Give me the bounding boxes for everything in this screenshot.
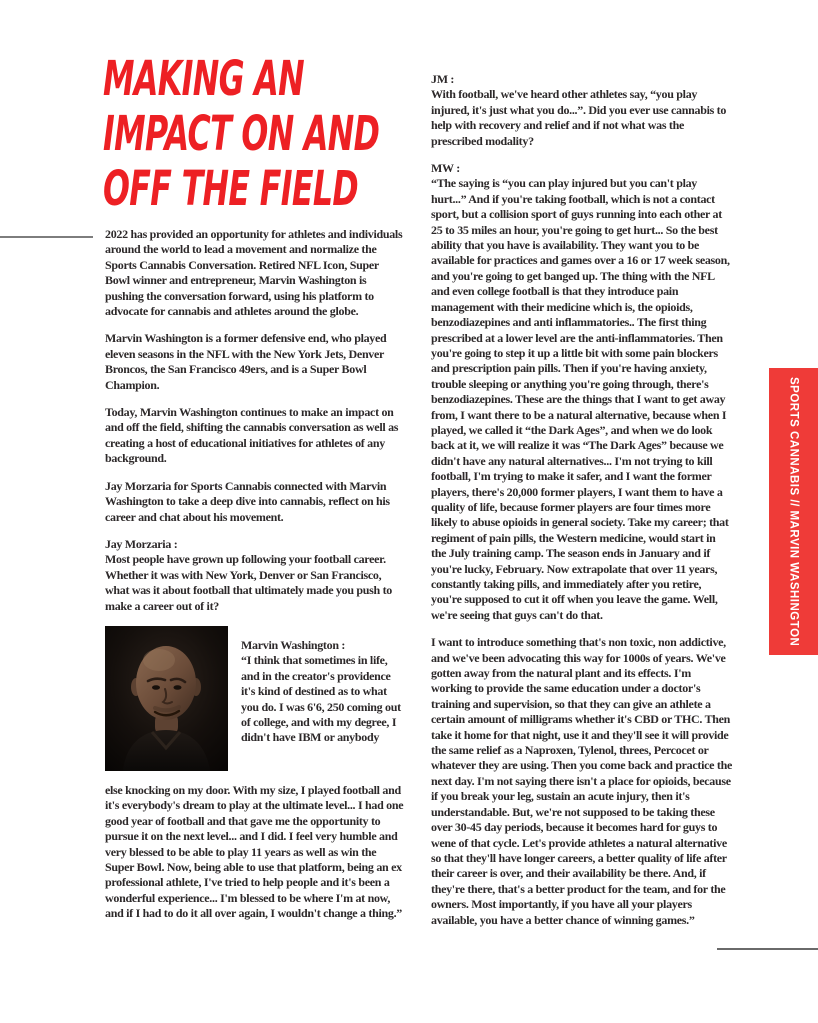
interviewer-label: Jay Morzaria : [105, 536, 178, 551]
headline-line-3: OFF THE FIELD [103, 161, 359, 217]
mw-speaker-label: Marvin Washington : [241, 637, 346, 652]
headline-line-2: IMPACT ON AND [103, 106, 380, 162]
quote-beside-photo-block [228, 626, 406, 771]
right-column [431, 72, 732, 940]
jm-question: With football, we've heard other athletes say, “you play injured, it's just what you do...”. Did you ever use cannabis to help with recovery and relief and if not what was the prescribed modality? [431, 87, 727, 148]
headline-line-1: MAKING AN [103, 51, 305, 107]
intro-paragraph: 2022 has provided an opportunity for athletes and individuals around the world to lead a movement and normalize the Sports Cannabis Conversation. Retired NFL Icon, Super Bowl winner and entrepreneur, Marvin Washington is pushing the conversation forward, using his platform to advocate for cannabis and athletes around the globe. [105, 227, 403, 319]
paragraph-connect: Jay Morzaria for Sports Cannabis connected with Marvin Washington to take a deep dive into cannabis, reflect on his career and chat about his movement. [105, 478, 390, 524]
mw-answer-part-2: I want to introduce something that's non toxic, non addictive, and we've been advocating this way for 1000s of years. We've gotten away from the natural plant and its effects. I'm working to provide the same education under a doctor's training and supervision, so that they can give an athlete a certain amount of milligrams whether it's CBD or THC. Then take it home for that night, use it and they'll see it will provide the same relief as a Naproxen, Tylenol, threes, Percocet or whatever they are using. Then you come back and practice the next day. I'm not saying there isn't a place for opioids, because if you break your leg, sustain an acute injury, then it's understandable. But, we're not supposed to be taking these over 30-45 day periods, because it becomes hard for guys to wene of that cycle. Let's provide athletes a natural alternative so that they'll have longer careers, a better quality of life after their career is over, and their availability be there. And, if they're there, that's a better product for the team, and for the owners. Most importantly, if you have all your players available, you have a better chance of winning games.” [431, 635, 732, 927]
intro-rule [0, 236, 93, 238]
closing-rule [717, 948, 818, 950]
photo-and-quote-row [105, 626, 406, 771]
mw-answer-part-1: “The saying is “you can play injured but you can't play hurt...” And if you're taking football, which is not a contact sport, but a collision sport of guys running into each other at 25 to 35 miles an hour, you're going to get hurt... So the best ability that you have is availability. They want you to be available for practices and games over a 16 or 17 week season, and you're going to get banged up. The thing with the NFL and even college football is that they introduce pain management with their medicine which is, the opioids, benzodiazepines and anti inflammatories.. The first thing prescribed at a lower level are the anti-inflammatories. Then you're going to step it up a little bit with some pain blockers and prescription pain pills. Then if you're having anxiety, trouble sleeping or anything you're going through, there's benzodiazepines. These are the things that I want to get away from, I want there to be a natural alternative, because when I played, we called it “the Dark Ages”, and when we do look back at it, we will realize it was “The Dark Ages” because we didn't have any natural alternatives... I'm not trying to kill football, I'm trying to make it safer, and I want the former players, there's 20,000 former players, I want them to have a quality of life, because former players are four times more likely to abuse opioids in general society. Take my career; that regiment of pain pills, the Western medicine, would start in the July training camp. The season ends in January and if you're lucky, February. Now extrapolate that over 11 years, constantly taking pills, and immediately after you retire, you're supposed to cut it off when you leave the game. Well, we're seeing that guys can't do that. [431, 176, 730, 622]
marvin-washington-photo [105, 626, 228, 771]
portrait-photo-graphic [105, 626, 228, 771]
paragraph-career: Marvin Washington is a former defensive end, who played eleven seasons in the NFL with the New York Jets, Denver Broncos, the San Francisco 49ers, and is a Super Bowl Champion. [105, 331, 387, 392]
paragraph-today: Today, Marvin Washington continues to make an impact on and off the field, shifting the cannabis conversation as well as creating a host of educational initiatives for athletes of any background. [105, 405, 399, 466]
left-column [105, 227, 406, 934]
jm-label: JM : [431, 72, 455, 86]
side-tab-label: SPORTS CANNABIS // MARVIN WASHINGTON [787, 376, 800, 647]
mw-quote-start: “I think that sometimes in life, and in the creator's providence it's kind of destined as to what you do. I was 6'6, 250 coming out of college, and with my degree, I didn't have IBM or anybody [241, 653, 401, 745]
mw-quote-continuation: else knocking on my door. With my size, I played football and it's everybody's dream to play at the ultimate level... I had one good year of football and that gave me the opportunity to pursue it on the next level... and I did. I feel very humble and very blessed to be able to play 11 years as well as win the Super Bowl. Now, being able to use that platform, being an ex professional athlete, I've tried to help people and it's been a wonderful experience... I'm blessed to be where I'm at now, and if I had to do it all over again, I wouldn't change a thing.” [105, 782, 404, 921]
mw-label: MW : [431, 161, 460, 176]
side-tab [769, 368, 818, 655]
interview-question-1: Most people have grown up following your football career. Whether it was with New York, Denver or San Francisco, what was it about football that ultimately made you push to make a career out of it? [105, 552, 392, 613]
